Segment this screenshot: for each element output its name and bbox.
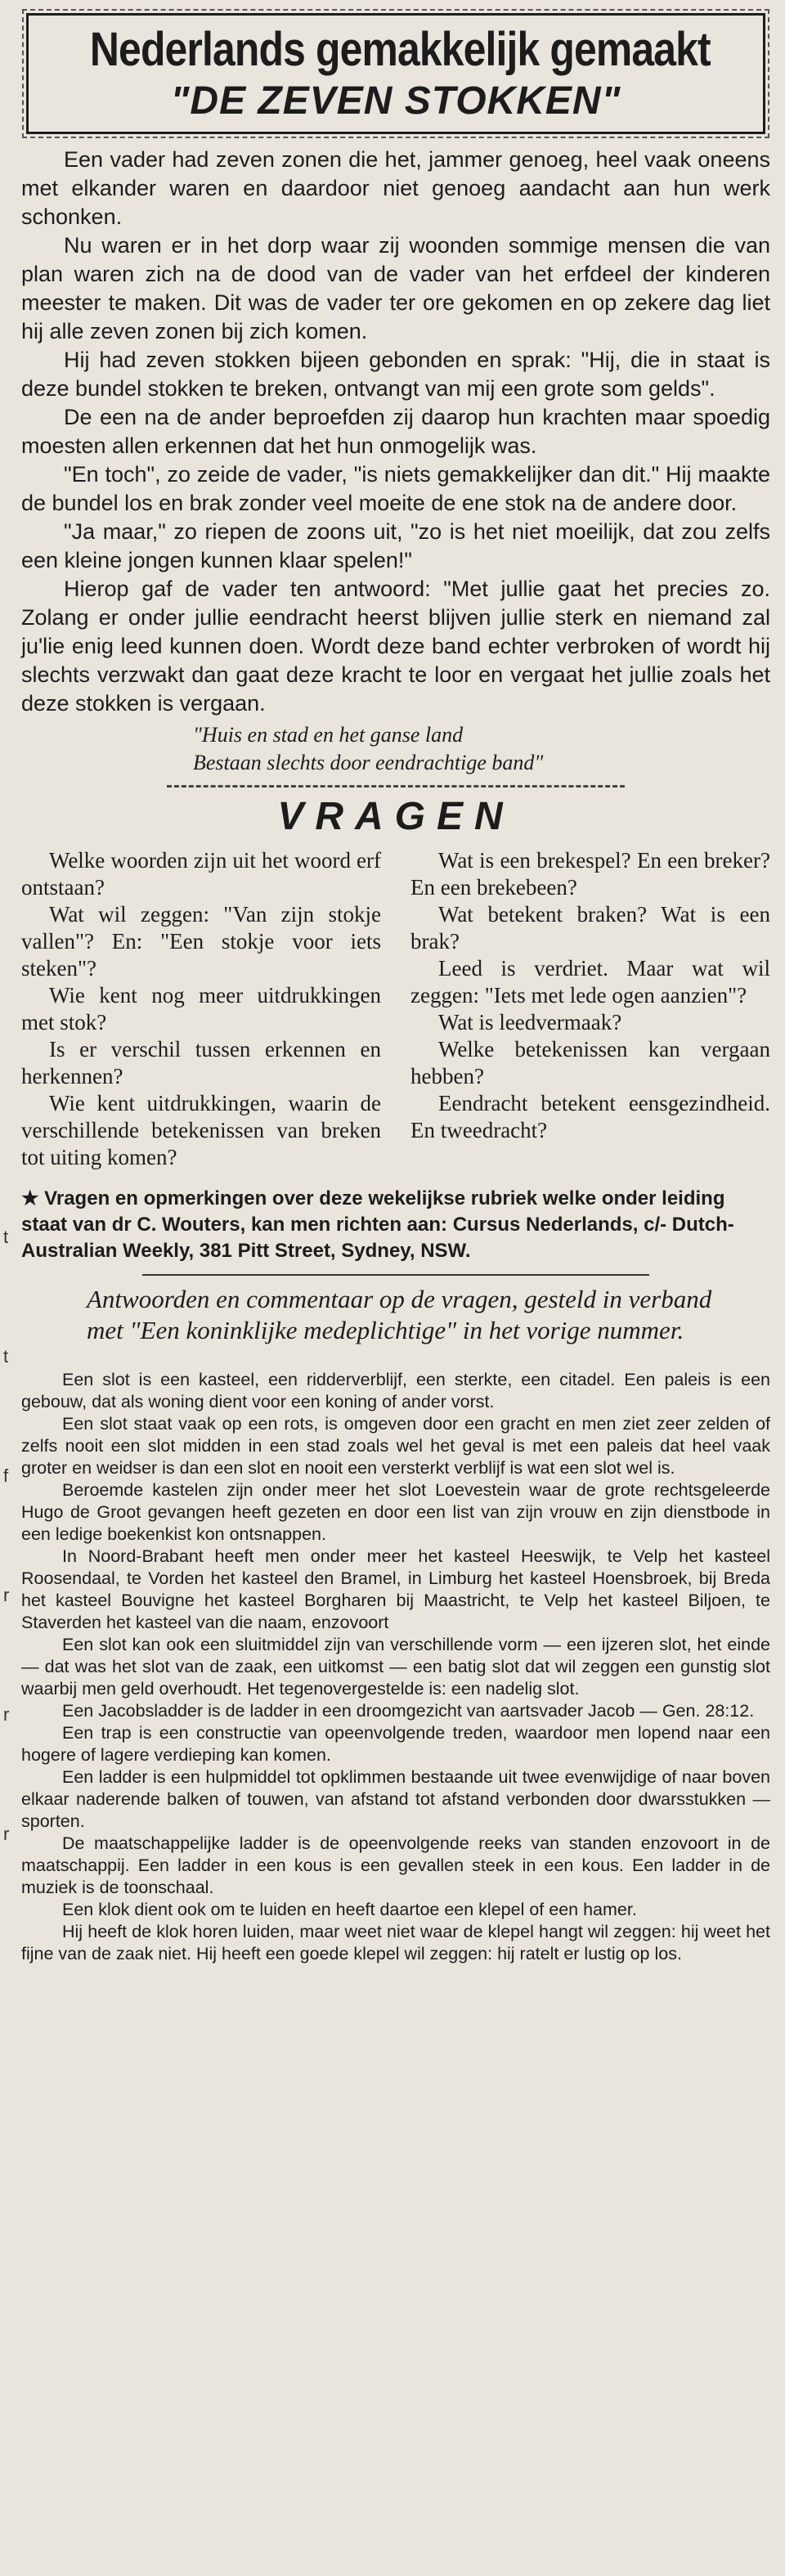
margin-fragments [3,1227,18,1943]
contact-note: ★ Vragen en opmerkingen over deze wekelijkse rubriek welke onder leiding staat van dr C. Wouters, kan men richten aan: Cursus Nederlands, c/- Dutch-Australian Weekly, 381 Pitt Street, Sydney, NSW. [21,1187,734,1262]
verse-line: "Huis en stad en het ganse land [193,723,464,747]
story-paragraph: "En toch", zo zeide de vader, "is niets gemakkelijker dan dit." Hij maakte de bundel los en brak zonder veel moeite de ene stok na de andere door. [21,462,770,515]
question: Wat wil zeggen: "Van zijn stokje vallen"? En: "Een stokje voor iets steken"? [21,902,381,981]
margin-fragment: f [3,1465,9,1486]
article [21,8,770,1965]
margin-fragment: r [3,1585,10,1605]
question: Wie kent nog meer uitdrukkingen met stok? [21,983,381,1034]
divider [142,1274,649,1276]
question: Is er verschil tussen erkennen en herkennen? [21,1037,381,1088]
answers-heading: Antwoorden en commentaar op de vragen, gesteld in verband met "Een koninklijke medeplichtige" in het vorige nummer. [87,1285,712,1344]
margin-fragment: r [3,1824,10,1844]
answer-paragraph: Beroemde kastelen zijn onder meer het slot Loevestein waar de grote rechtsgeleerde Hugo de Groot gevangen heeft gezeten en door een list van zijn vrouw en zijn dienstbode in een ledige boekenkist kon ontsnappen. [21,1480,770,1544]
story-paragraph: Hij had zeven stokken bijeen gebonden en sprak: "Hij, die in staat is deze bundel stokken te breken, ontvangt van mij een grote som gelds". [21,348,770,401]
story-title: "DE ZEVEN STOKKEN" [170,79,621,123]
verse-line: Bestaan slechts door eendrachtige band" [193,751,544,774]
question: Welke betekenissen kan vergaan hebben? [410,1037,770,1088]
question: Eendracht betekent eensgezindheid. En tweedracht? [410,1091,770,1142]
margin-fragment: t [3,1346,9,1367]
story-paragraph: "Ja maar," zo riepen de zoons uit, "zo is het niet moeilijk, dat zou zelfs een kleine jongen kunnen klaar spelen!" [21,519,770,572]
story-paragraph: Een vader had zeven zonen die het, jammer genoeg, heel vaak oneens met elkander waren en daardoor niet genoeg aandacht aan hun werk schonken. [21,147,770,229]
answer-paragraph: Een Jacobsladder is de ladder in een droomgezicht van aartsvader Jacob — Gen. 28:12. [62,1701,755,1721]
answer-paragraph: De maatschappelijke ladder is de opeenvolgende reeks van standen enzovoort in de maatschappij. Een ladder in een kous is een gevallen steek in een kous. Een ladder in de muziek is de toonschaal. [21,1833,770,1897]
questions-heading: VRAGEN [277,795,514,838]
margin-fragment: t [3,1227,9,1247]
answer-paragraph: In Noord-Brabant heeft men onder meer het kasteel Heeswijk, te Velp het kasteel Roosendaal, te Vorden het kasteel den Bramel, in Limburg het kasteel Hoensbroek, bij Breda het kasteel Bouvigne het kasteel Borgharen bij Maastricht, te Velp het kasteel Biljoen, te Staverden het kasteel van die naam, enzovoort [21,1546,770,1632]
question: Wie kent uitdrukkingen, waarin de verschillende betekenissen van breken tot uiting komen? [21,1091,381,1169]
story-body [21,146,770,718]
margin-fragment: r [3,1704,10,1725]
answer-paragraph: Een trap is een constructie van opeenvolgende treden, waardoor men lopend naar een hogere of lagere verdieping kan komen. [21,1723,770,1765]
questions-columns [21,847,770,1171]
answers-body [21,1369,770,1965]
story-paragraph: Hierop gaf de vader ten antwoord: "Met jullie gaat het precies zo. Zolang er onder jullie eendracht heerst blijven jullie sterk en niemand zal ju'lie enig leed kunnen doen. Wordt deze band echter verbroken of wordt hij slechts verzwakt dan gaat deze kracht te loor en vergaat het jullie zoals het deze stokken is vergaan. [21,577,770,716]
question: Welke woorden zijn uit het woord erf ontstaan? [21,848,381,900]
closing-verse [193,721,770,777]
column-title: Nederlands gemakkelijk gemaakt [89,23,711,76]
questions-left-column [21,847,381,1171]
question: Leed is verdriet. Maar wat wil zeggen: "Iets met lede ogen aanzien"? [410,956,770,1008]
answer-paragraph: Een klok dient ook om te luiden en heeft daartoe een klepel of een hamer. [62,1900,637,1919]
question: Wat is een brekespel? En een breker? En een brekebeen? [410,848,770,900]
answer-paragraph: Een ladder is een hulpmiddel tot opklimmen bestaande uit twee evenwijdige of naar boven elkaar naderende balken of touwen, van afstand tot afstand verbonden door dwarsstukken — sporten. [21,1767,770,1831]
answer-paragraph: Hij heeft de klok horen luiden, maar weet niet waar de klepel hangt wil zeggen: hij weet het fijne van de zaak niet. Hij heeft een goede klepel wil zeggen: hij ratelt er lustig op los. [21,1922,770,1963]
answer-paragraph: Een slot is een kasteel, een ridderverblijf, een sterkte, een citadel. Een paleis is een gebouw, dat als woning dient voor een koning of ander vorst. [21,1370,770,1411]
answer-paragraph: Een slot kan ook een sluitmiddel zijn van verschillende vorm — een ijzeren slot, het einde — dat was het slot van de zaak, een uitkomst — een batig slot dat wil zeggen een gunstig slot waarbij men geld overhoudt. Het tegenovergestelde is: een nadelig slot. [21,1635,770,1699]
questions-right-column [410,847,770,1171]
divider [167,785,625,788]
question: Wat is leedvermaak? [438,1010,622,1034]
story-paragraph: Nu waren er in het dorp waar zij woonden sommige mensen die van plan waren zich na de dood van de vader van het erfdeel der kinderen meester te maken. Dit was de vader ter ore gekomen en op zekere dag liet hij alle zeven zonen bij zich komen. [21,233,770,343]
story-paragraph: De een na de ander beproefden zij daarop hun krachten maar spoedig moesten allen erkennen dat het hun onmogelijk was. [21,405,770,458]
question: Wat betekent braken? Wat is een brak? [410,902,770,954]
answer-paragraph: Een slot staat vaak op een rots, is omgeven door een gracht en men ziet zeer zelden of zelfs nooit een slot midden in een stad zoals wel het geval is met een paleis dat heel vaak groter en weidser is dan een slot en nooit een versterkt verblijf is wat een slot wel is. [21,1414,770,1478]
title-banner [26,13,765,134]
